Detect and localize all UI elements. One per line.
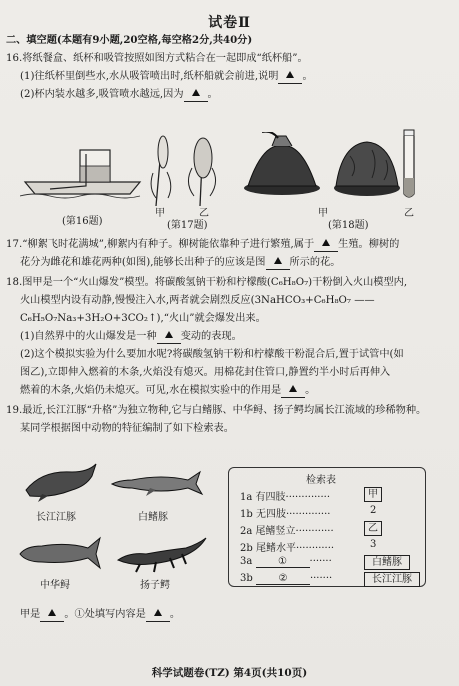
volcano-model-figure (242, 132, 322, 198)
figure18-caption: (第18题) (328, 220, 369, 231)
figure16-caption: (第16题) (62, 216, 103, 227)
q19-line2: 某同学根据图中动物的特征编制了如下检索表。 (20, 423, 234, 434)
key-row-2a: 2a 尾鳍竖立············ (240, 526, 334, 537)
key-result-3a: 白鳍豚 (364, 555, 410, 570)
paper-cup-boat-figure (20, 142, 145, 202)
q16-part1: (1)往纸杯里倒些水,水从吸管喷出时,纸杯船就会前进,说明 。 (20, 71, 313, 82)
q16-part2: (2)杯内装水越多,吸管喷水越远,因为 。 (20, 89, 218, 100)
figure17-label-jia: 甲 (155, 208, 165, 219)
test-tube-figure (400, 128, 418, 202)
figure17-caption: (第17题) (167, 220, 208, 231)
answer-blank-icon (48, 609, 56, 616)
key-result-1a: 甲 (364, 487, 382, 502)
section-heading: 二、填空题(本题有9小题,20空格,每空格2分,共40分) (6, 34, 253, 46)
key-table-title: 检索表 (306, 475, 336, 486)
key-result-3b: 长江江豚 (364, 572, 420, 587)
paper-title: 试卷Ⅱ (208, 15, 251, 31)
chinese-sturgeon-drawing (18, 536, 102, 570)
answer-blank-icon (274, 257, 282, 264)
key-result-1b: 2 (370, 505, 377, 516)
key-result-2b: 3 (370, 539, 377, 550)
page-footer: 科学试题卷(TZ) 第4页(共10页) (151, 667, 308, 679)
animal-label-porpoise: 长江江豚 (36, 512, 76, 523)
answer-blank-icon (154, 609, 162, 616)
animal-label-baiji: 白鳍豚 (138, 512, 168, 523)
finless-porpoise-drawing (22, 460, 100, 504)
q18-part1: (1)自然界中的火山爆发是一种 变动的表现。 (20, 331, 242, 342)
q18-line3: C₆H₅O₇Na₃+3H₂O+3CO₂↑),“火山”就会爆发出来。 (20, 313, 266, 324)
animal-label-alligator: 扬子鳄 (140, 580, 170, 591)
q18-part2c: 燃着的木条,火焰仍未熄灭。可见,水在模拟实验中的作用是 。 (20, 385, 316, 396)
answer-blank-icon (165, 331, 173, 338)
key-result-2a: 乙 (364, 521, 382, 536)
figure18-label-jia: 甲 (318, 208, 328, 219)
figure18-label-yi: 乙 (404, 208, 414, 219)
key-row-1a: 1a 有四肢·············· (240, 492, 331, 503)
answer-blank-icon (322, 239, 330, 246)
q18-part2a: (2)这个模拟实验为什么要加水呢?将碳酸氢钠干粉和柠檬酸干粉混合后,置于试管中(如 (20, 349, 404, 360)
q17-line1: 17.“柳絮飞时花满城”,柳絮内有种子。柳树能依靠种子进行繁殖,属于 生殖。柳树的 (6, 239, 400, 250)
willow-flowers-figure (148, 128, 220, 210)
answer-blank-icon (286, 71, 294, 78)
volcano-top-figure (332, 136, 402, 198)
key-row-3b: 3b ② ······· (240, 573, 333, 584)
q19-answer-line: 甲是 。①处填写内容是 。 (20, 609, 181, 620)
q18-line1: 18.图甲是一个“火山爆发”模型。将碳酸氢钠干粉和柠檬酸(C₆H₈O₇)干粉倒入火山模型内, (6, 277, 408, 288)
q18-line2: 火山模型内设有动静,慢慢注入水,两者就会剧烈反应(3NaHCO₃+C₆H₈O₇ —— (20, 295, 375, 306)
answer-blank-icon (192, 89, 200, 96)
chinese-alligator-drawing (116, 534, 208, 574)
key-row-2b: 2b 尾鳍水平············ (240, 543, 335, 554)
q16-stem: 16.将纸餐盒、纸杯和吸管按照如图方式粘合在一起即成“纸杯船”。 (6, 53, 308, 64)
animal-label-sturgeon: 中华鲟 (40, 580, 70, 591)
answer-blank-icon (289, 385, 297, 392)
q17-line2: 花分为雌花和雄花两种(如图),能够长出种子的应该是图 所示的花。 (20, 257, 341, 268)
key-row-1b: 1b 无四肢·············· (240, 509, 331, 520)
baiji-dolphin-drawing (110, 468, 204, 500)
q19-line1: 19.最近,长江江豚“升格”为独立物种,它与白鳍豚、中华鲟、扬子鳄均属长江流域的珍稀物种。 (6, 405, 427, 416)
q18-part2b: 图乙),立即伸入燃着的木条,火焰没有熄灭。用棉花封住管口,静置约半小时后再伸入 (20, 367, 391, 378)
key-row-3a: 3a ① ······· (240, 556, 332, 567)
figure17-label-yi: 乙 (199, 208, 209, 219)
